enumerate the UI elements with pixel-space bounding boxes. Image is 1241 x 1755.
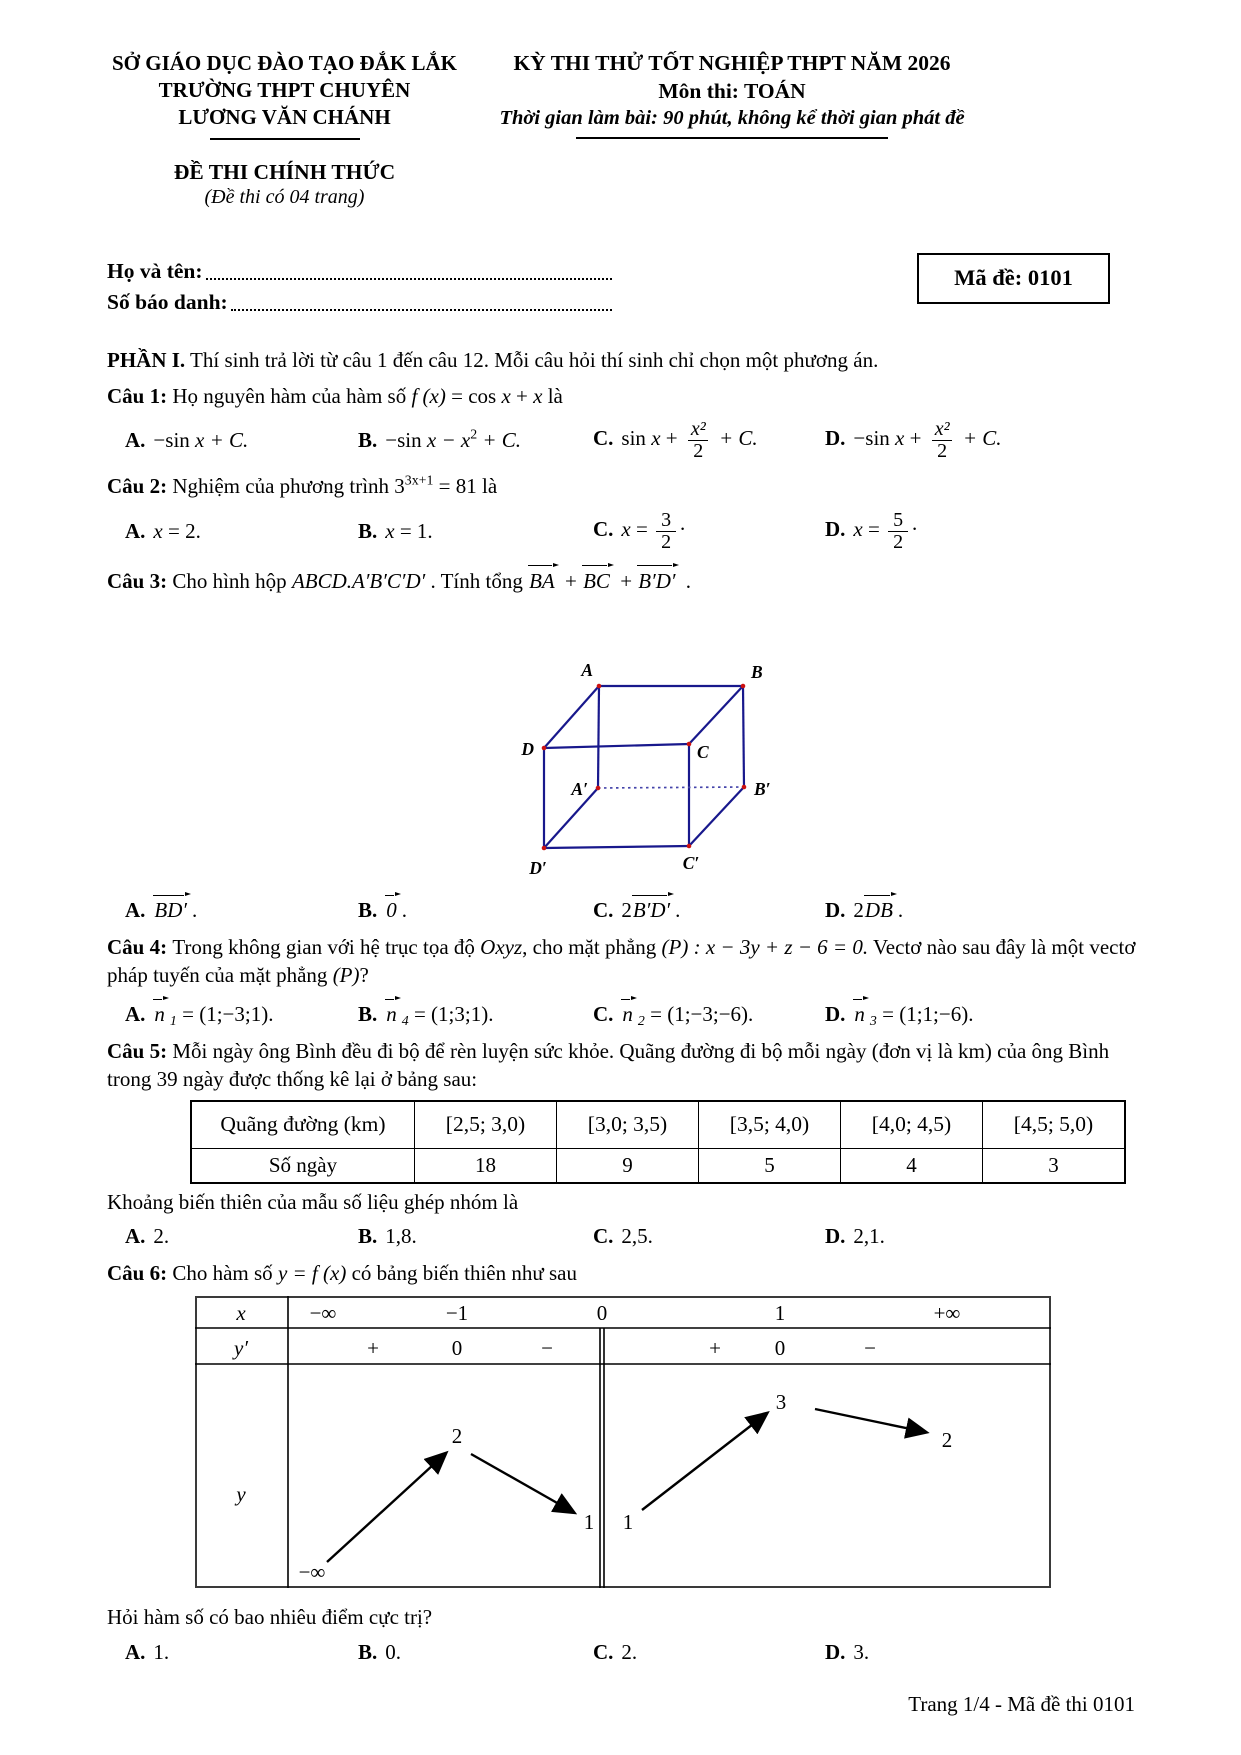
y-value-end: 2 [941,1428,953,1453]
option-b: B. 0. [358,1640,402,1665]
question-6-options [125,1637,1241,1668]
sign: + [367,1336,379,1361]
header-exam-block [482,50,982,209]
header-left-rule [210,138,360,140]
option-a: A. n $_1$ = (1;−3;1). [125,995,358,1030]
sign: 0 [451,1336,463,1361]
option-c: C. 2B′D′ . [593,891,825,926]
option-c: C. x = $\frac{3}{2}$ · [593,509,687,553]
option-b: B. x = 1. [358,518,433,543]
sign: − [541,1336,553,1361]
question-5-options [125,1221,1241,1252]
vertex-dots [542,684,747,851]
label-C2: C′ [682,852,700,873]
label-D: D [521,738,534,759]
sbd-line [107,284,612,315]
option-d: D. 2DB . [825,891,1241,926]
label-B2: B′ [754,778,771,799]
option-b: B. 1,8. [358,1224,417,1249]
y-value-right-start: 1 [622,1510,634,1535]
department-name: SỞ GIÁO DỤC ĐÀO TẠO ĐẮK LẮK [112,51,457,75]
question-3-options [125,891,1241,926]
option-b: B. n $_4$ = (1;3;1). [358,995,593,1030]
bbt-grid [195,1296,1051,1588]
school-name-line2: LƯƠNG VĂN CHÁNH [178,104,391,129]
sbd-dotted-line [231,309,612,311]
option-d: D. n $_3$ = (1;1;−6). [825,995,1241,1030]
exam-title: KỲ THI THỬ TỐT NGHIỆP THPT NĂM 2026 [513,51,951,75]
question-4-text: Câu 4: Trong không gian với hệ trục tọa độ Oxyz, cho mặt phẳng (P) : x − 3y + z − 6 = 0. Vectơ nào sau đây là một vectơ pháp tuyến của mặt phẳng (P)? [107,934,1136,987]
school-name-line1: TRƯỜNG THPT CHUYÊN [158,77,411,102]
x-tick: 1 [774,1301,786,1326]
bbt-texts [232,1301,960,1584]
header-right-rule [576,137,888,139]
option-a: A. −sin x + C. [125,427,249,452]
option-a: A. BD′ . [125,891,358,926]
question-5-text: Câu 5: Mỗi ngày ông Bình đều đi bộ để rèn luyện sức khỏe. Quãng đường đi bộ mỗi ngày (đơn vị là km) của ông Bình trong 39 ngày được thống kê lại ở bảng sau: [107,1038,1110,1091]
exam-duration: Thời gian làm bài: 90 phút, không kể thời gian phát đề [499,107,965,130]
y-value-left-limit: 1 [583,1510,595,1535]
question-6-followup: Hỏi hàm số có bao nhiêu điểm cực trị? [107,1605,433,1630]
option-a: A. x = 2. [125,518,201,543]
sign: + [709,1336,721,1361]
label-A: A [581,659,593,680]
question-1-text: Câu 1: Họ nguyên hàm của hàm số f (x) = cos x + x là [107,383,563,408]
header-school-block [92,50,477,209]
y-value-neg-inf: −∞ [298,1560,326,1585]
name-dotted-line [206,278,612,280]
y-value-max2: 3 [775,1390,787,1415]
cuboid-figure [458,598,1241,886]
exam-subject: Môn thi: TOÁN [658,78,806,103]
question-2-options [125,506,1241,556]
sign: − [864,1336,876,1361]
option-a: A. 2. [125,1224,170,1249]
x-tick: 0 [596,1301,608,1326]
question-5-followup: Khoảng biến thiên của mẫu số liệu ghép nhóm là [107,1189,519,1214]
question-1-options [125,415,1241,465]
variation-table-svg [195,1296,1051,1588]
official-exam-label: ĐỀ THI CHÍNH THỨC [173,159,396,184]
pages-note: (Đề thi có 04 trang) [204,185,365,208]
question-6-text: Câu 6: Cho hàm số y = f (x) có bảng biến thiên như sau [107,1261,577,1286]
x-tick: −∞ [309,1301,337,1326]
option-b: B. −sin $x - x^2 + C$. [358,426,522,452]
question-2-text: Câu 2: Nghiệm của phương trình $3^{3x+1} = 81$ là [107,472,498,499]
label-D2: D′ [529,857,547,878]
question-4-options [125,995,1241,1030]
sign: 0 [774,1336,786,1361]
candidate-info-row [107,253,1241,319]
label-B: B [751,661,763,682]
page-header [0,0,1241,209]
option-c: C. sin x + $\frac{\text{x²}}{2}$ + C. [593,418,758,462]
option-d: D. −sin x + $\frac{\text{x²}}{2}$ + C. [825,418,1002,462]
name-label: Họ và tên: [107,258,203,283]
bbt-arrows [327,1409,925,1562]
option-d: D. x = $\frac{5}{2}$ · [825,509,919,553]
row-label-x: x [236,1301,246,1326]
name-line [107,253,612,284]
x-tick: −1 [445,1301,469,1326]
page-footer: Trang 1/4 - Mã đề thi 0101 [908,1692,1135,1716]
vertex-labels [520,660,770,878]
variation-table [195,1296,1241,1588]
row-label-y: y [236,1482,246,1507]
part1-intro: PHẦN I. Thí sinh trả lời từ câu 1 đến câu 12. Mỗi câu hỏi thí sinh chỉ chọn một phương án. [107,347,879,372]
frequency-table [190,1100,1126,1184]
option-d: D. 2,1. [825,1224,885,1249]
option-c: C. 2,5. [593,1224,653,1249]
label-A2: A′ [571,778,588,799]
option-b: B. 0 . [358,891,593,926]
table-header-row: Quãng đường (km) [2,5; 3,0) [3,0; 3,5) [3,5; 4,0) [4,0; 4,5) [4,5; 5,0) [191,1101,1125,1149]
option-c: C. n $_2$ = (1;−3;−6). [593,995,825,1030]
cuboid-edges [544,686,744,848]
x-tick: +∞ [933,1301,961,1326]
hidden-edge [598,787,744,788]
question-3-text: Câu 3: Cho hình hộp ABCD.A′B′C′D′ . Tính tổng BA + BC + B′D′ . [107,564,1137,596]
sbd-label: Số báo danh: [107,289,228,314]
row-label-yp: y′ [234,1336,248,1361]
table-data-row: Số ngày 18 9 5 4 3 [191,1148,1125,1183]
exam-code-box: Mã đề: 0101 [917,253,1110,304]
bbt-border [196,1297,1050,1587]
cuboid-svg [458,598,798,886]
option-d: D. 3. [825,1640,870,1665]
option-c: C. 2. [593,1640,638,1665]
option-a: A. 1. [125,1640,170,1665]
y-value-max1: 2 [451,1424,463,1449]
label-C: C [697,741,709,762]
